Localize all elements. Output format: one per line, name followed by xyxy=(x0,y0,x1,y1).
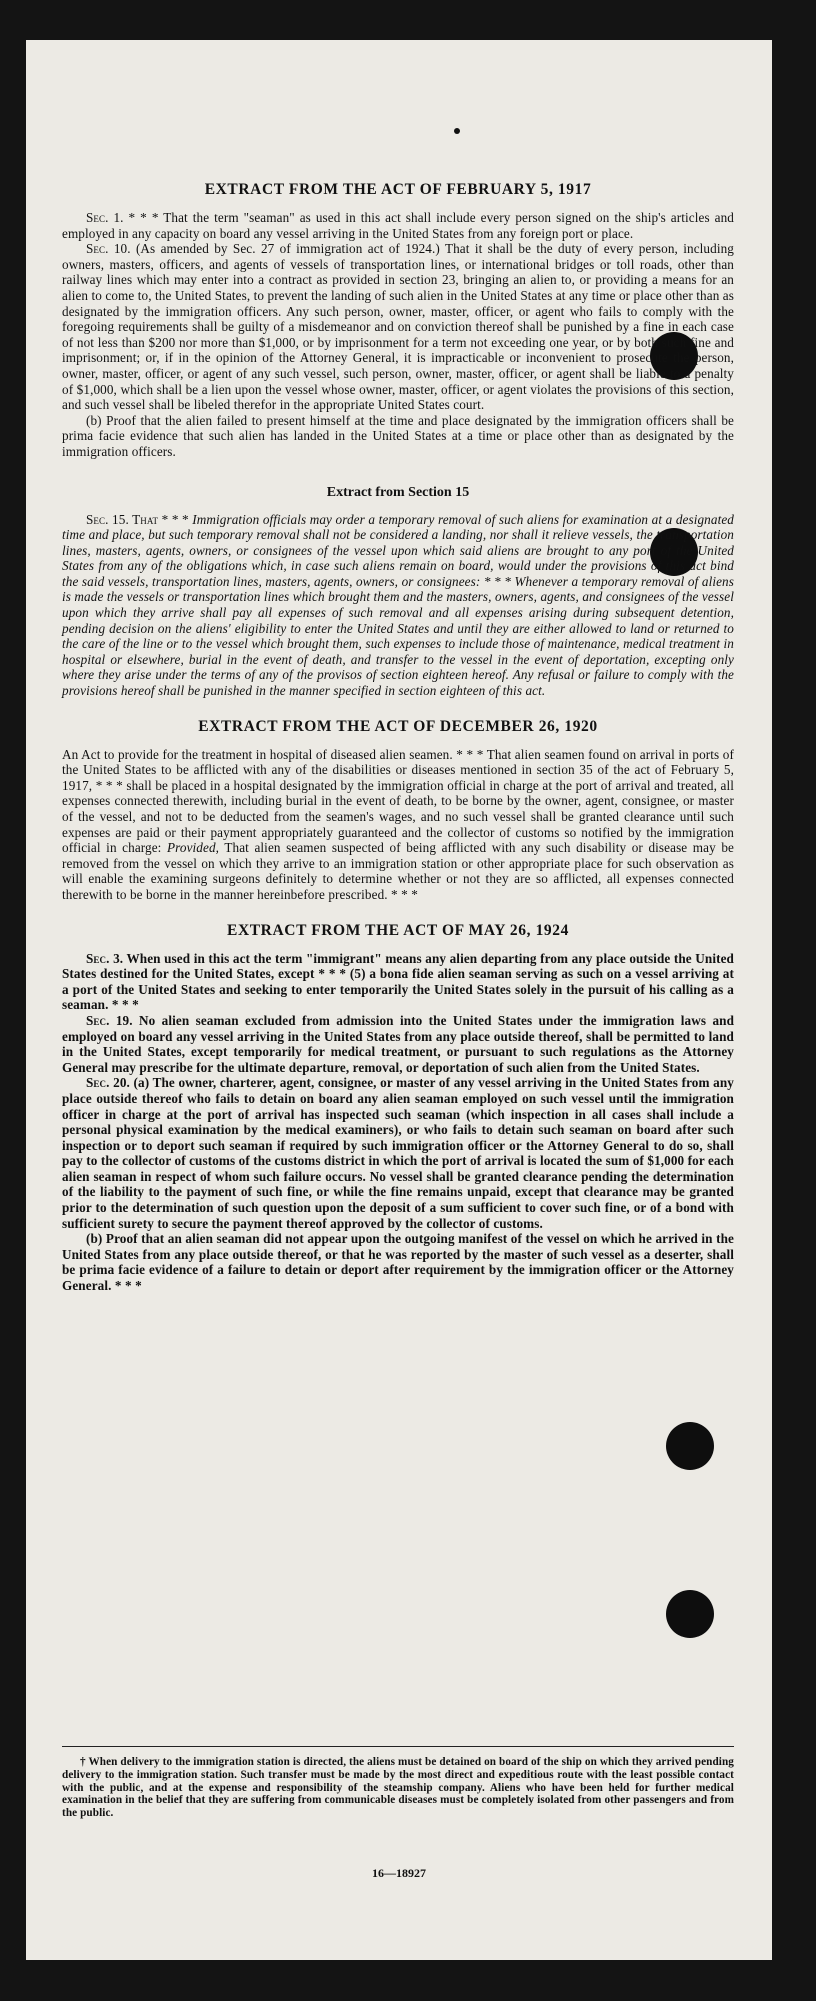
document-body xyxy=(62,180,734,1294)
heading-section-15: Extract from Section 15 xyxy=(326,484,470,500)
section-1-label: Sec. 1. * * * xyxy=(86,210,159,225)
section-20-text: (a) The owner, charterer, agent, consignee, or master of any vessel arriving in the United States from any place outside thereof who fails to detain on board any alien seaman employed on such vessel until the immigration officer in charge at the port of arrival has inspected such seaman (which inspection in all cases shall include a personal physical examination by the medical examiners), or who fails to detain such seaman on board after such inspection or to deport such seaman if required by such immigration officer or the Attorney General to do so, shall pay to the collector of customs of the customs district in which the port of arrival is located the sum of $1,000 for each alien seaman in respect of whom such failure occurs. No vessel shall be granted clearance pending the determination of the liability to the payment of such fine, or while the fine remains unpaid, except that clearance may be granted prior to the determination of such question upon the deposit of a sum sufficient to cover such fine, or of a bond with sufficient surety to secure the payment thereof approved by the collector of customs. xyxy=(62,1075,734,1231)
footnote-text: † When delivery to the immigration station is directed, the aliens must be detained on board of the ship on which they arrived pending delivery to the immigration station. Such transfer must be made by the most direct and expeditious route with the least possible contact with the public, and at the expense and responsibility of the steamship company. Aliens who have been held for further medical examination in the belief that they are suffering from communicable diseases must be completely isolated from other passengers and from the public. xyxy=(62,1756,734,1820)
footnote-divider xyxy=(62,1746,734,1747)
heading-act-1924: EXTRACT FROM THE ACT OF MAY 26, 1924 xyxy=(227,921,569,939)
punch-hole-3 xyxy=(666,1422,714,1470)
section-20 xyxy=(62,1075,734,1231)
act-1920-text xyxy=(62,747,734,903)
provided-text: That alien seamen suspected of being afflicted with any such disability or disease may be removed from the vessel on which they arrive to an immigration station or other appropriate place for such observation as will enable the examining surgeons definitely to determine whether or not they are so afflicted, all expenses connected therewith to be borne in the manner hereinbefore prescribed. * * * xyxy=(62,840,734,902)
section-1 xyxy=(62,210,734,241)
section-15 xyxy=(62,512,734,699)
section-15-label: Sec. 15. That * * * xyxy=(86,511,189,527)
section-10-b: (b) Proof that the alien failed to present himself at the time and place designated by the immigration officers shall be prima facie evidence that such alien has landed in the United States at a time or place other than as designated by the immigration officers. xyxy=(62,412,734,459)
ink-dot xyxy=(454,128,460,134)
act-1920-body: An Act to provide for the treatment in hospital of diseased alien seamen. * * * That alien seamen found on arrival in ports of the United States to be afflicted with any of the disabilities or diseases mentioned in section 35 of the act of February 5, 1917, * * * shall be placed in a hospital designated by the immigration official in charge at the port of arrival and treated, all expenses connected therewith, including burial in the event of death, to be borne by the owner, agent, consignee, or master of the vessel, and not to be deducted from the seamen's wages, and no such vessel shall be granted clearance until such expenses are paid or their payment appropriately guaranteed and the collector of customs so notified by the immigration official in charge: xyxy=(62,746,734,856)
footnote xyxy=(62,1756,734,1820)
punch-hole-4 xyxy=(666,1590,714,1638)
document-page xyxy=(26,40,772,1960)
section-19 xyxy=(62,1013,734,1075)
section-1-text: That the term "seaman" as used in this act shall include every person signed on the ship's articles and employed in any capacity on board any vessel arriving in the United States from any foreign port or place. xyxy=(62,210,734,241)
section-10-label: Sec. 10. xyxy=(86,241,131,257)
section-19-text: No alien seaman excluded from admission into the United States under the immigration laws and employed on board any vessel arriving in the United States from any place outside thereof, shall be permitted to land in the United States, except temporarily for medical treatment, or pursuant to such regulations as the Attorney General may prescribe for the ultimate departure, removal, or deportation of such alien from the United States. xyxy=(62,1012,735,1075)
heading-act-1917: EXTRACT FROM THE ACT OF FEBRUARY 5, 1917 xyxy=(204,181,592,198)
provided-label: Provided, xyxy=(167,840,220,856)
heading-act-1920: EXTRACT FROM THE ACT OF DECEMBER 26, 1920 xyxy=(198,717,598,735)
section-3 xyxy=(62,951,734,1013)
section-10 xyxy=(62,241,734,413)
section-3-label: Sec. 3. xyxy=(86,950,124,966)
section-20-b: (b) Proof that an alien seaman did not appear upon the outgoing manifest of the vessel on which he arrived in the United States from any place outside thereof, or that he was reported by the master of such vessel as a deserter, shall be prima facie evidence of a failure to detain or deport after requirement by the immigration officer or the Attorney General. * * * xyxy=(62,1231,734,1294)
section-3-text: When used in this act the term "immigrant" means any alien departing from any place outside the United States destined for the United States, except * * * (5) a bona fide alien seaman serving as such on a vessel arriving at a port of the United States and seeking to enter temporarily the United States solely in the pursuit of his calling as a seaman. * * * xyxy=(62,950,734,1013)
section-15-text: Immigration officials may order a temporary removal of such aliens for examination at a designated time and place, but such temporary removal shall not be considered a landing, nor shall it relieve vessels, the transportation lines, masters, agents, owners, or consignees of the vessel upon which said aliens are brought to any port of the United States from any of the obligations which, in case such aliens remain on board, would under the provisions of this act bind the said vessels, transportation lines, masters, agents, owners, or consignees: * * * Whenever a temporary removal of aliens is made the vessels or transportation lines which brought them and the masters, owners, agents, and consignees of the vessel upon which they arrive shall pay all expenses of such removal and all expenses arising during subsequent detention, pending decision on the aliens' eligibility to enter the United States and until they are either allowed to land or returned to the care of the line or to the vessel which brought them, such expenses to include those of maintenance, medical treatment in hospital or elsewhere, burial in the event of death, and transfer to the vessel in the event of deportation, excepting only where they arise under the terms of any of the provisos of section eighteen hereof. Any refusal or failure to comply with the provisions hereof shall be punished in the manner specified in section eighteen of this act. xyxy=(62,511,734,699)
section-19-label: Sec. 19. xyxy=(86,1012,133,1028)
section-20-label: Sec. 20. xyxy=(86,1075,130,1091)
section-10-text: (As amended by Sec. 27 of immigration act of 1924.) That it shall be the duty of every person, including owners, masters, officers, and agents of vessels of transportation lines, or international bridges or toll roads, other than railway lines which may enter into a contract as provided in section 23, bringing an alien to, or providing a means for an alien to come to, the United States, to prevent the landing of such alien in the United States at any time or place other than as designated by the immigration officers. Any such person, owner, master, officer, or agent who fails to comply with the foregoing requirements shall be guilty of a misdemeanor and on conviction thereof shall be punished by a fine in each case of not less than $200 nor more than $1,000, or by imprisonment for a term not exceeding one year, or by both such fine and imprisonment; or, if in the opinion of the Attorney General, it is impracticable or inconvenient to prosecute the person, owner, master, officer, or agent of any such vessel, such person, owner, master, officer, or agent shall be liable to a penalty of $1,000, which shall be a lien upon the vessel whose owner, master, officer, or agent violates the provisions of this section, and such vessel shall be libeled therefor in the appropriate United States court. xyxy=(62,241,734,413)
form-number: 16—18927 xyxy=(372,1866,426,1880)
